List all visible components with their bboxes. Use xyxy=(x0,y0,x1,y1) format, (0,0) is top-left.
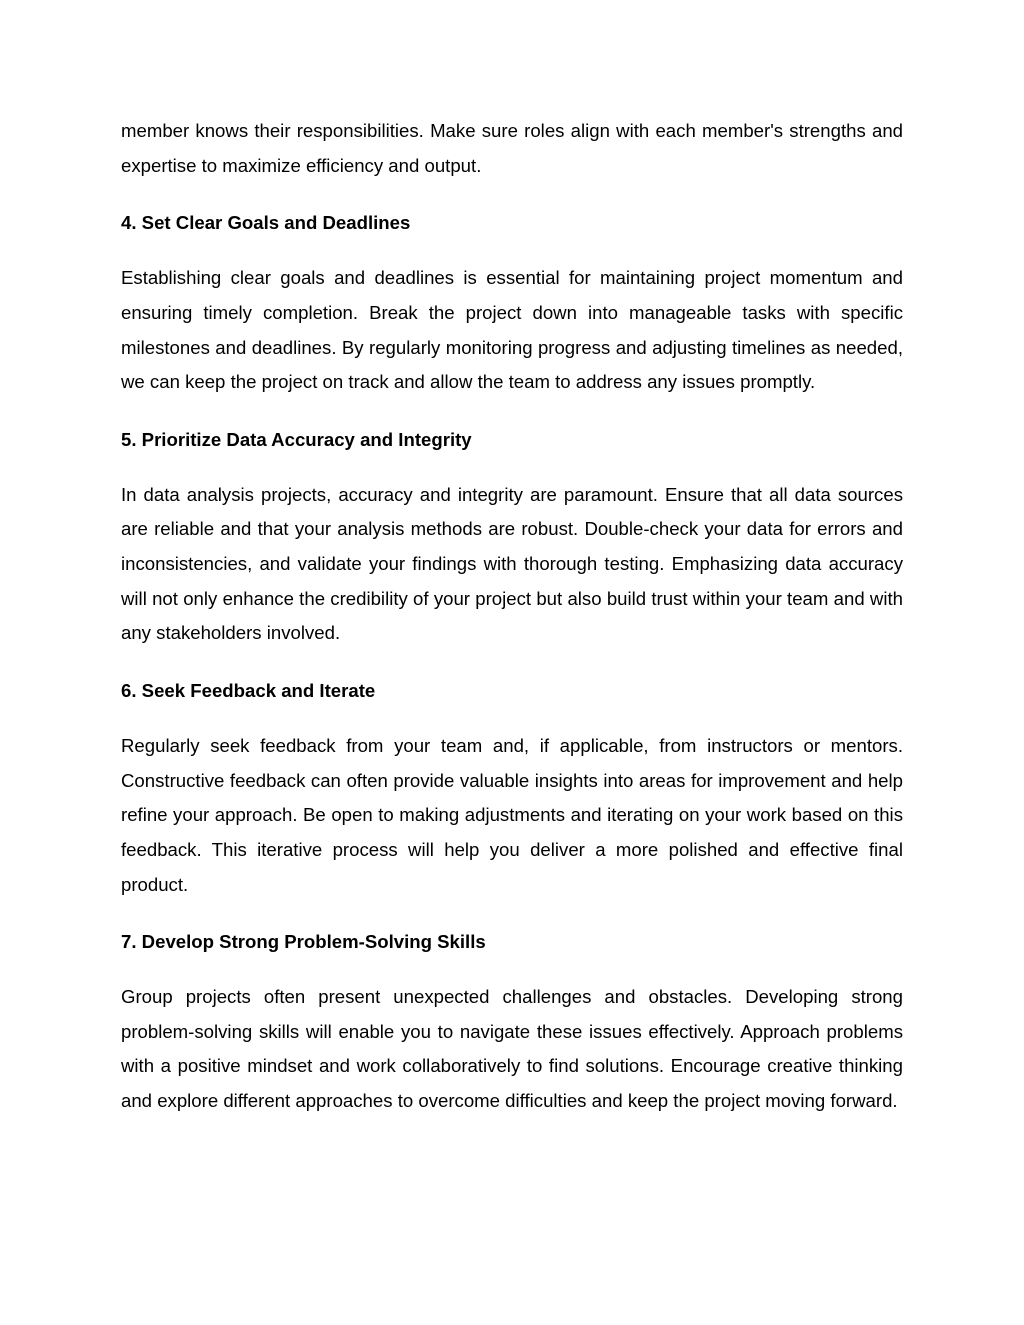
section-heading-problem-solving: 7. Develop Strong Problem-Solving Skills xyxy=(121,931,486,953)
intro-paragraph: member knows their responsibilities. Make sure roles align with each member's strengths and expertise to maximize efficiency and output. xyxy=(121,120,903,176)
section-body-data-accuracy: In data analysis projects, accuracy and integrity are paramount. Ensure that all data sources are reliable and that your analysis methods are robust. Double-check your data for errors and inconsistencies, and validate your findings with thorough testing. Emphasizing data accuracy will not only enhance the credibility of your project but also build trust within your team and with any stakeholders involved. xyxy=(121,483,903,644)
section-body-problem-solving: Group projects often present unexpected challenges and obstacles. Developing strong problem-solving skills will enable you to navigate these issues effectively. Approach problems with a positive mindset and work collaboratively to find solutions. Encourage creative thinking and explore different approaches to overcome difficulties and keep the project moving forward. xyxy=(121,986,903,1112)
section-heading-set-clear-goals: 4. Set Clear Goals and Deadlines xyxy=(121,212,411,234)
section-heading-seek-feedback: 6. Seek Feedback and Iterate xyxy=(121,680,376,702)
section-heading-data-accuracy: 5. Prioritize Data Accuracy and Integrity xyxy=(121,428,472,450)
section-body-seek-feedback: Regularly seek feedback from your team and, if applicable, from instructors or mentors. Constructive feedback can often provide valuable insights into areas for improvement and help refine your approach. Be open to making adjustments and iterating on your work based on this feedback. This iterative process will help you deliver a more polished and effective final product. xyxy=(121,734,903,895)
section-body-set-clear-goals: Establishing clear goals and deadlines is essential for maintaining project momentum and ensuring timely completion. Break the project down into manageable tasks with specific milestones and deadlines. By regularly monitoring progress and adjusting timelines as needed, we can keep the project on track and allow the team to address any issues promptly. xyxy=(121,267,903,393)
document-page xyxy=(121,114,903,1119)
